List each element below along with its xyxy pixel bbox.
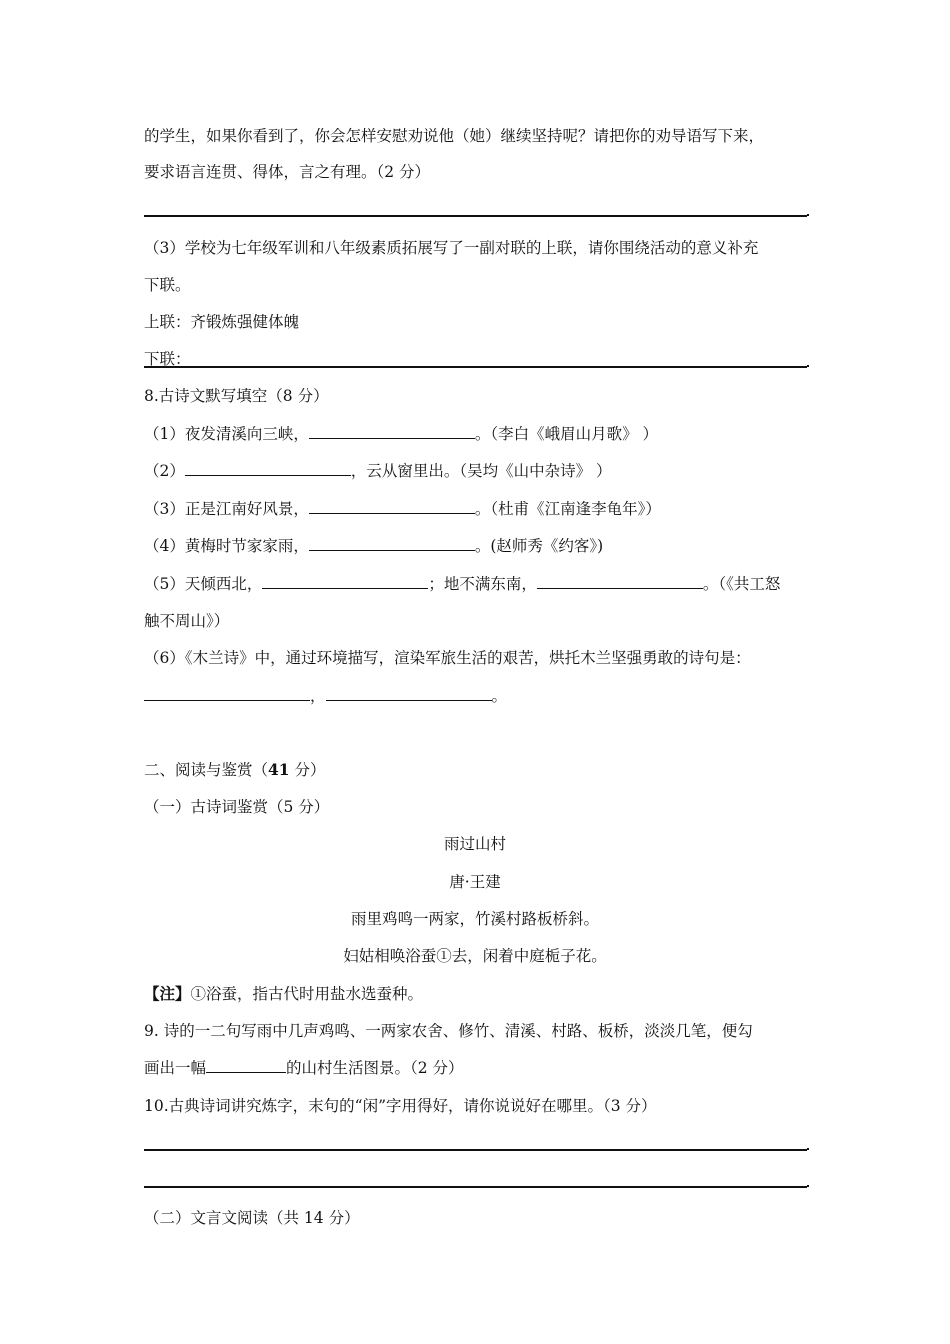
q8-item-2 [144, 461, 612, 481]
section2-title-prefix: 二、阅读与鉴赏（ [144, 761, 269, 779]
q8-item-3 [144, 499, 661, 519]
q8-item-4-suffix: 。(赵师秀《约客》) [474, 537, 604, 555]
section2-sub2-title: （二）文言文阅读（共 14 分） [144, 1209, 360, 1227]
fill-blank [185, 461, 351, 476]
fill-blank [309, 536, 475, 551]
q8-item-6-line2 [144, 686, 507, 706]
fill-blank [262, 574, 428, 589]
answer-line [144, 215, 807, 217]
fill-blank [309, 424, 475, 439]
q8-item-2-prefix: （2） [144, 462, 185, 480]
q7-2-text-line2: 要求语言连贯、得体，言之有理。（2 分） [144, 163, 431, 181]
q8-item-5-middle: ；地不满东南， [428, 575, 537, 593]
answer-line [144, 1149, 807, 1151]
q8-item-1-suffix: 。（李白《峨眉山月歌》 ） [474, 425, 659, 443]
q7-2-text-line1: 的学生，如果你看到了，你会怎样安慰劝说他（她）继续坚持呢？请把你的劝导语写下来， [144, 127, 765, 145]
poem-note [144, 984, 423, 1004]
answer-line [144, 1186, 807, 1188]
section2-title [144, 760, 326, 780]
q8-item-2-suffix: ，云从窗里出。（吴均《山中杂诗》 ） [350, 462, 612, 480]
q9-line2-prefix: 画出一幅 [144, 1059, 207, 1077]
q8-item-1 [144, 424, 658, 444]
q7-3-text-line1: （3）学校为七年级军训和八年级素质拓展写了一副对联的上联，请你围绕活动的意义补充 [144, 239, 759, 257]
q8-item-3-suffix: 。（杜甫《江南逢李龟年》） [474, 500, 661, 518]
q10-text: 10.古典诗词讲究炼字，末句的“闲”字用得好，请你说说好在哪里。（3 分） [144, 1097, 657, 1115]
q7-3-text-line2: 下联。 [144, 276, 191, 294]
q8-item-5 [144, 574, 780, 594]
q9-line2-suffix: 的山村生活图景。（2 分） [286, 1059, 464, 1077]
couplet-upper: 上联：齐锻炼强健体魄 [144, 313, 300, 331]
fill-blank [309, 499, 475, 514]
answer-line-end [807, 365, 809, 367]
couplet-lower-answer-line [144, 366, 807, 368]
fill-blank [206, 1058, 286, 1073]
note-label: 【注】 [144, 984, 191, 1003]
q8-item-6-end: 。 [491, 687, 508, 705]
section2-sub1-title: （一）古诗词鉴赏（5 分） [144, 798, 330, 816]
section2-title-suffix: 分） [289, 761, 326, 779]
q8-item-6-separator: ， [310, 687, 326, 705]
q8-item-4 [144, 536, 603, 556]
q8-item-6-line1: （6）《木兰诗》中，通过环境描写，渲染军旅生活的艰苦，烘托木兰坚强勇敢的诗句是： [144, 649, 751, 667]
fill-blank [326, 686, 492, 701]
fill-blank [144, 686, 310, 701]
answer-line-end [807, 1148, 809, 1150]
answer-line-end [807, 214, 809, 216]
poem-line-1: 雨里鸡鸣一两家，竹溪村路板桥斜。 [350, 910, 599, 928]
q8-item-3-prefix: （3）正是江南好风景， [144, 500, 309, 518]
section2-score: 41 [268, 760, 290, 779]
poem-author: 唐·王建 [449, 873, 501, 891]
q8-item-5-prefix: （5）天倾西北， [144, 575, 263, 593]
fill-blank [537, 574, 703, 589]
q8-item-5-line2: 触不周山》） [144, 612, 230, 630]
note-text: ①浴蚕，指古代时用盐水选蚕种。 [190, 985, 424, 1003]
q8-item-1-prefix: （1）夜发清溪向三峡， [144, 425, 309, 443]
poem-line-2: 妇姑相唤浴蚕①去，闲着中庭栀子花。 [343, 947, 607, 965]
q8-item-5-suffix: 。（《共工怒 [702, 575, 781, 593]
answer-line-end [807, 1185, 809, 1187]
q9-line2 [144, 1058, 464, 1078]
q8-item-4-prefix: （4）黄梅时节家家雨， [144, 537, 309, 555]
poem-title: 雨过山村 [443, 835, 506, 853]
q8-title: 8.古诗文默写填空（8 分） [144, 387, 329, 405]
q9-line1: 9. 诗的一二句写雨中几声鸡鸣、一两家农舍、修竹、清溪、村路、板桥，淡淡几笔，便勾 [144, 1022, 753, 1040]
couplet-lower-label: 下联： [144, 350, 191, 368]
